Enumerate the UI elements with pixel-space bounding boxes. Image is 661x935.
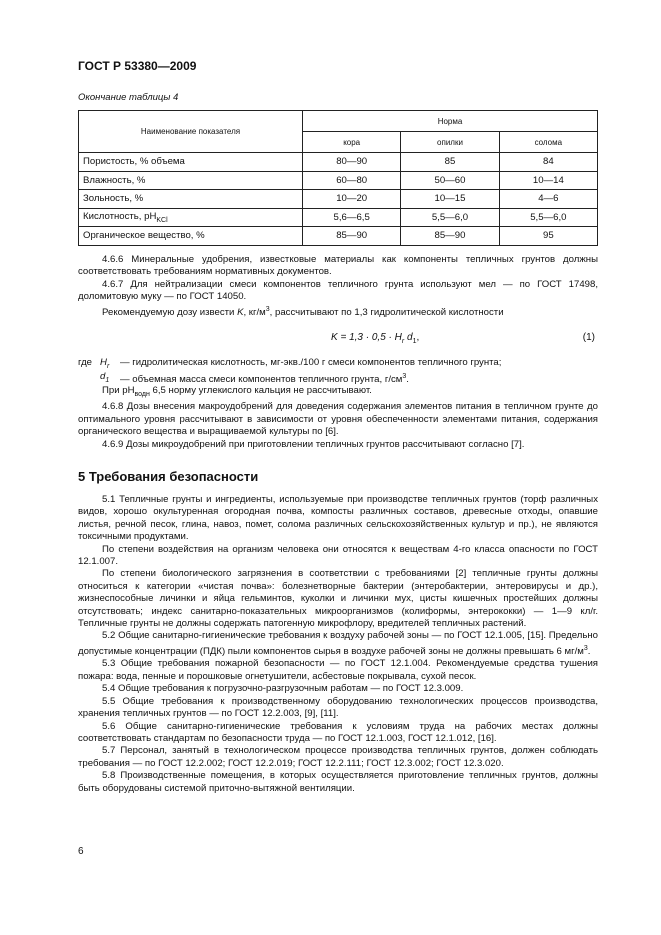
column-header-norm: Норма bbox=[303, 111, 598, 132]
paragraph-4-6-9: 4.6.9 Дозы микроудобрений при приготовлении тепличных грунтов рассчитывают согласно [7]. bbox=[102, 438, 525, 450]
table-row bbox=[79, 190, 598, 209]
cell-straw: 95 bbox=[499, 227, 597, 246]
cell-straw: 10—14 bbox=[499, 171, 597, 190]
paragraph-5-3: 5.3 Общие требования пожарной безопасности — по ГОСТ 12.1.004. Рекомендуемые средства тушения пожара: вода, пенные и порошковые огнетушители, асбестовые покрывала, сухой песок. bbox=[78, 658, 598, 682]
section-title: 5 Требования безопасности bbox=[78, 469, 259, 484]
norms-table bbox=[78, 110, 598, 246]
cell-bark: 80—90 bbox=[303, 153, 401, 172]
paragraph-4-6-6: 4.6.6 Минеральные удобрения, известковые материалы как компоненты тепличных грунтов должны соответствовать требованиям нормативных документов. bbox=[78, 254, 598, 278]
paragraph-5-1: 5.1 Тепличные грунты и ингредиенты, используемые при производстве тепличных грунтов (торф различных видов, хорошо окультуренная огородная почва, компосты различных составов, древесные отходы, опавшие листья, речной песок, глина, навоз, помет, солома различных сельскохозяйственных культур и пр.), не являются токсичными продуктами. bbox=[78, 494, 598, 543]
subheader-bark: кора bbox=[303, 132, 401, 153]
paragraph-5-8: 5.8 Производственные помещения, в которых осуществляется приготовление тепличных грунтов, должны быть оборудованы системой приточно-вытяжной вентиляции. bbox=[78, 770, 598, 794]
definition-hr: где $H_r$ — гидролитическая кислотность, мг-экв./100 г смеси компонентов тепличного грунта; bbox=[78, 357, 502, 370]
formula-expression: $K = 1,3 \cdot 0,5 \cdot H_r$ $d_1$, bbox=[331, 332, 420, 345]
paragraph-5-1-bio: По степени биологического загрязнения в соответствии с требованиями [2] тепличные грунты должны относиться к категории «чистая почва»: болезнетворные бактерии (энтеробактерии, энтеровирусы и др.), жизнеспособные личинки и яйца гельминтов, куколки и личинки мух, цисты кишечных простейших должны отсутствовать; индекс санитарно-показательных микроорганизмов (колиформы, энтерококки) — 1—9 кл/г. Тепличные грунты не должны содержать патогенную микрофлору, вредителей тепличных растений. bbox=[78, 568, 598, 630]
formula-number: (1) bbox=[582, 332, 595, 343]
subheader-sawdust: опилки bbox=[401, 132, 499, 153]
cell-straw: 4—6 bbox=[499, 190, 597, 209]
cell-bark: 60—80 bbox=[303, 171, 401, 190]
cell-bark: 5,6—6,5 bbox=[303, 208, 401, 227]
cell-straw: 84 bbox=[499, 153, 597, 172]
row-label: Органическое вещество, % bbox=[79, 227, 303, 246]
table-row bbox=[79, 208, 598, 227]
table-row bbox=[79, 227, 598, 246]
row-label: Зольность, % bbox=[79, 190, 303, 209]
formula-definitions bbox=[78, 357, 598, 385]
paragraph-5-1-hazard: По степени воздействия на организм человека они относятся к веществам 4-го класса опасности по ГОСТ 12.1.007. bbox=[78, 543, 598, 568]
section-4-6-text bbox=[78, 254, 598, 319]
row-label: Кислотность, $pH_{KCl}$ bbox=[79, 208, 303, 227]
table-row bbox=[79, 153, 598, 172]
row-label: Влажность, % bbox=[79, 171, 303, 190]
paragraph-ph: При $pH_{водн}$ 6,5 норму углекислого кальция не рассчитывают. bbox=[102, 385, 372, 398]
cell-sawdust: 10—15 bbox=[401, 190, 499, 209]
cell-straw: 5,5—6,0 bbox=[499, 208, 597, 227]
subheader-straw: солома bbox=[499, 132, 597, 153]
section-4-6-cont bbox=[78, 385, 598, 451]
column-header-indicator: Наименование показателя bbox=[79, 111, 303, 153]
paragraph-5-6: 5.6 Общие санитарно-гигиенические требования к условиям труда на рабочих местах должны соответствовать стандартам по безопасности труда — по ГОСТ 12.1.003, ГОСТ 12.1.012, [16]. bbox=[78, 720, 598, 744]
paragraph-5-2: 5.2 Общие санитарно-гигиенические требования к воздуху рабочей зоны — по ГОСТ 12.1.005, [15]. Предельно допустимые концентрации (ПДК) пыли компонентов сырья в воздухе рабочей зоны не должны превышать 6 $мг/м^3$. bbox=[78, 630, 598, 658]
formula-1 bbox=[78, 332, 598, 346]
cell-bark: 10—20 bbox=[303, 190, 401, 209]
paragraph-5-5: 5.5 Общие требования к производственному оборудованию технологических процессов производства, хранения тепличных грунтов — по ГОСТ 12.2.003, [9], [11]. bbox=[78, 695, 598, 720]
paragraph-4-6-7: 4.6.7 Для нейтрализации смеси компонентов тепличного грунта используют мел — по ГОСТ 17498, доломитовую муку — по ГОСТ 14050. bbox=[78, 278, 598, 303]
paragraph-5-4: 5.4 Общие требования к погрузочно-разгрузочным работам — по ГОСТ 12.3.009. bbox=[102, 683, 464, 695]
cell-sawdust: 85—90 bbox=[401, 227, 499, 246]
cell-bark: 85—90 bbox=[303, 227, 401, 246]
table-row bbox=[79, 171, 598, 190]
cell-sawdust: 5,5—6,0 bbox=[401, 208, 499, 227]
row-label: Пористость, % объема bbox=[79, 153, 303, 172]
page-number: 6 bbox=[78, 846, 84, 857]
document-header: ГОСТ Р 53380—2009 bbox=[78, 59, 197, 73]
cell-sawdust: 85 bbox=[401, 153, 499, 172]
paragraph-lime-dose: Рекомендуемую дозу извести K, $кг/м^3$, рассчитывают по 1,3 гидролитической кислотности bbox=[102, 305, 504, 318]
section-5-text bbox=[78, 494, 598, 795]
table-caption: Окончание таблицы 4 bbox=[78, 92, 179, 103]
definition-d1: $d_1$ — объемная масса смеси компонентов тепличного грунта, $г/см^3$. bbox=[100, 371, 409, 386]
paragraph-5-7: 5.7 Персонал, занятый в технологическом процессе производства тепличных грунтов, должен соблюдать требования — по ГОСТ 12.2.002; ГОСТ 12.2.019; ГОСТ 12.2.111; ГОСТ 12.3.002; ГОСТ 12.3.020. bbox=[78, 745, 598, 769]
cell-sawdust: 50—60 bbox=[401, 171, 499, 190]
paragraph-4-6-8: 4.6.8 Дозы внесения макроудобрений для доведения содержания элементов питания в тепличном грунте до оптимального уровня рассчитывают в зависимости от уровня обеспеченности элементами питания, содержания органического вещества и выращиваемой культуры по [6]. bbox=[78, 401, 598, 438]
